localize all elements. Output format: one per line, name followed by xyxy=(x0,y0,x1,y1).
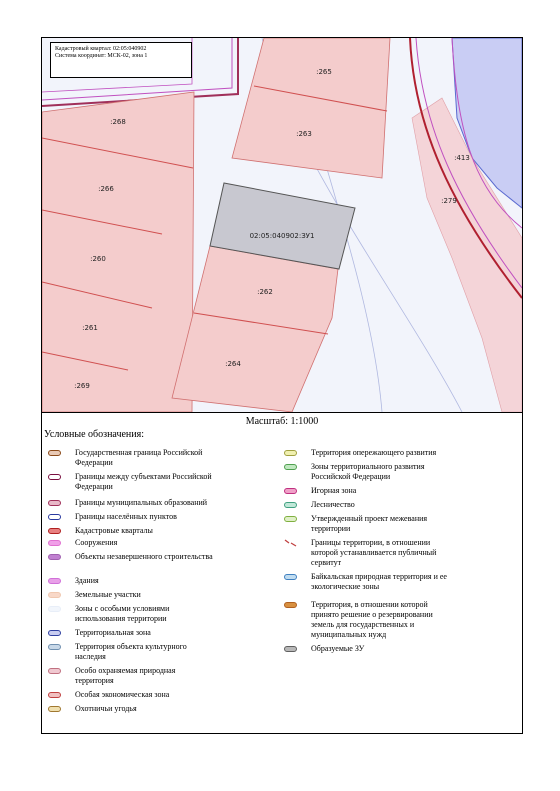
legend-label: Кадастровые кварталы xyxy=(75,526,153,535)
legend-label: Сооружения xyxy=(75,538,118,547)
legend-item xyxy=(284,462,451,482)
legend-item xyxy=(48,526,215,536)
legend-label: Охотничьи угодья xyxy=(75,704,137,713)
legend-item xyxy=(284,514,451,534)
legend-label: Зоны территориального развития Российской Федерации xyxy=(311,462,425,481)
parcel-label-261: :261 xyxy=(82,324,98,332)
legend-item xyxy=(48,628,215,638)
legend-label: Земельные участки xyxy=(75,590,141,599)
legend-item xyxy=(48,690,215,700)
parcel-label-268: :268 xyxy=(110,118,126,126)
legend-swatch-icon xyxy=(48,706,61,712)
legend-item xyxy=(48,448,215,468)
parcel-label-264: :264 xyxy=(225,360,241,368)
legend-swatch-icon xyxy=(48,644,61,650)
legend-label: Территория опережающего развития xyxy=(311,448,437,457)
legend-swatch-icon xyxy=(48,474,61,480)
parcel-label-zu1: 02:05:040902:ЗУ1 xyxy=(249,232,315,240)
info-box xyxy=(50,42,192,78)
legend-swatch-icon xyxy=(48,554,61,560)
legend-swatch-icon xyxy=(48,692,61,698)
legend-label: Байкальская природная территория и ее экологические зоны xyxy=(311,572,447,591)
parcel-label-269: :269 xyxy=(74,382,90,390)
legend-label: Территория объекта культурного наследия xyxy=(75,642,187,661)
legend-label: Особо охраняемая природная территория xyxy=(75,666,176,685)
legend-item xyxy=(48,666,215,686)
legend-swatch-icon xyxy=(284,516,297,522)
info-quarter: Кадастровый квартал: 02:05:040902 xyxy=(55,46,147,52)
parcel-label-266: :266 xyxy=(98,185,114,193)
legend-label: Границы между субъектами Российской Федерации xyxy=(75,472,212,491)
legend-label: Утвержденный проект межевания территории xyxy=(311,514,428,533)
legend-swatch-icon xyxy=(48,606,61,612)
legend-swatch-icon xyxy=(284,602,297,608)
parcel-label-260: :260 xyxy=(90,255,106,263)
legend-swatch-icon xyxy=(48,528,61,534)
legend-swatch-icon xyxy=(48,540,61,546)
legend-item xyxy=(284,600,451,640)
parcel-label-413: :413 xyxy=(454,154,470,162)
parcel-label-263: :263 xyxy=(296,130,312,138)
map-scale: Масштаб: 1:1000 xyxy=(245,416,319,427)
legend-label: Границы территории, в отношении которой устанавливается публичный сервитут xyxy=(311,538,437,567)
legend-swatch-icon xyxy=(48,592,61,598)
map-sheet xyxy=(41,37,523,734)
legend-label: Особая экономическая зона xyxy=(75,690,170,699)
legend-item xyxy=(48,590,215,600)
legend-item xyxy=(284,500,451,510)
parcel-label-265: :265 xyxy=(316,68,332,76)
legend-title: Условные обозначения: xyxy=(44,429,145,440)
legend-item xyxy=(284,572,451,592)
parcel-label-262: :262 xyxy=(257,288,273,296)
parcel-label-279: :279 xyxy=(441,197,457,205)
legend-swatch-icon xyxy=(48,450,61,456)
legend-item xyxy=(48,604,215,624)
legend-item xyxy=(284,644,451,654)
legend-swatch-icon xyxy=(48,500,61,506)
cadastral-map[interactable] xyxy=(42,38,522,413)
legend-swatch-icon xyxy=(284,574,297,580)
legend-swatch-icon xyxy=(284,502,297,508)
legend-item xyxy=(48,498,215,508)
legend-item xyxy=(48,576,215,586)
legend-item xyxy=(284,486,451,496)
legend-item xyxy=(48,538,215,548)
legend-label: Границы муниципальных образований xyxy=(75,498,208,507)
left-parcels-block xyxy=(42,92,194,412)
legend-item xyxy=(284,448,451,458)
legend-item xyxy=(48,552,215,562)
legend-label: Границы населённых пунктов xyxy=(75,512,177,521)
legend-swatch-icon xyxy=(48,578,61,584)
legend-label: Объекты незавершенного строительства xyxy=(75,552,213,561)
legend-item xyxy=(48,512,215,522)
legend-label: Здания xyxy=(75,576,99,585)
legend-swatch-icon xyxy=(284,464,297,470)
legend-swatch-icon xyxy=(48,630,61,636)
legend-label: Зоны с особыми условиями использования территории xyxy=(75,604,170,623)
map-canvas xyxy=(42,38,522,412)
legend-item xyxy=(48,642,215,662)
info-coordinate-system: Система координат: МСК-02, зона 1 xyxy=(55,53,148,59)
legend-label: Лесничество xyxy=(311,500,355,509)
legend-item xyxy=(48,472,215,492)
legend-label: Территориальная зона xyxy=(75,628,151,637)
legend-swatch-icon xyxy=(284,646,297,652)
legend-swatch-icon xyxy=(284,450,297,456)
legend-label: Государственная граница Российской Федерации xyxy=(75,448,203,467)
legend-swatch-icon xyxy=(48,668,61,674)
legend-swatch-icon xyxy=(284,539,297,547)
legend-item xyxy=(48,704,215,714)
legend-label: Территория, в отношении которой принято решение о резервировании земель для государственных и муниципальных нужд xyxy=(311,600,433,639)
legend-label: Образуемые ЗУ xyxy=(311,644,365,653)
legend-swatch-icon xyxy=(48,514,61,520)
legend-label: Игорная зона xyxy=(311,486,357,495)
legend-swatch-icon xyxy=(284,488,297,494)
legend-item xyxy=(284,538,451,568)
